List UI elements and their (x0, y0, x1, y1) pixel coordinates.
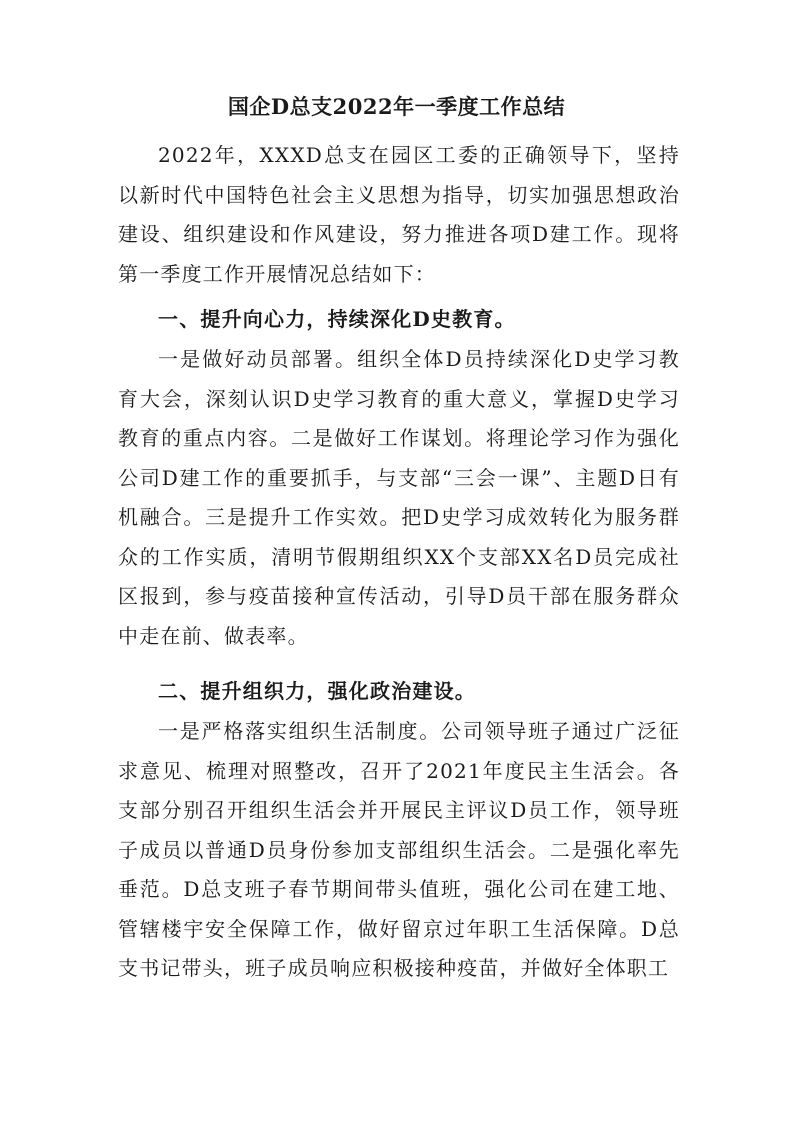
document-title: 国企D总支2022年一季度工作总结 (227, 94, 566, 119)
section-heading: 一、提升向心力，持续深化D史教育。 (158, 307, 516, 331)
section-paragraph: 一是严格落实组织生活制度。公司领导班子通过广泛征求意见、梳理对照整改，召开了2021年度民主生活会。各支部分别召开组织生活会并开展民主评议D员工作，领导班子成员以普通D员身份参加支部组织生活会。二是强化率先垂范。D总支班子春节期间带头值班，强化公司在建工地、管辖楼宇安全保障工作，做好留京过年职工生活保障。D总支书记带头，班子成员响应积极接种疫苗，并做好全体职工 (118, 719, 680, 980)
intro-paragraph: 2022年，XXXD总支在园区工委的正确领导下，坚持以新时代中国特色社会主义思想为指导，切实加强思想政治建设、组织建设和作风建设，努力推进各项D建工作。现将第一季度工作开展情况总结如下： (118, 143, 680, 286)
section-paragraph: 一是做好动员部署。组织全体D员持续深化D史学习教育大会，深刻认识D史学习教育的重大意义，掌握D史学习教育的重点内容。二是做好工作谋划。将理论学习作为强化公司D建工作的重要抓手，与支部“三会一课”、主题D日有机融合。三是提升工作实效。把D史学习成效转化为服务群众的工作实质，清明节假期组织XX个支部XX名D员完成社区报到，参与疫苗接种宣传活动，引导D员干部在服务群众中走在前、做表率。 (118, 347, 680, 648)
section-heading: 二、提升组织力，强化政治建设。 (158, 679, 476, 703)
